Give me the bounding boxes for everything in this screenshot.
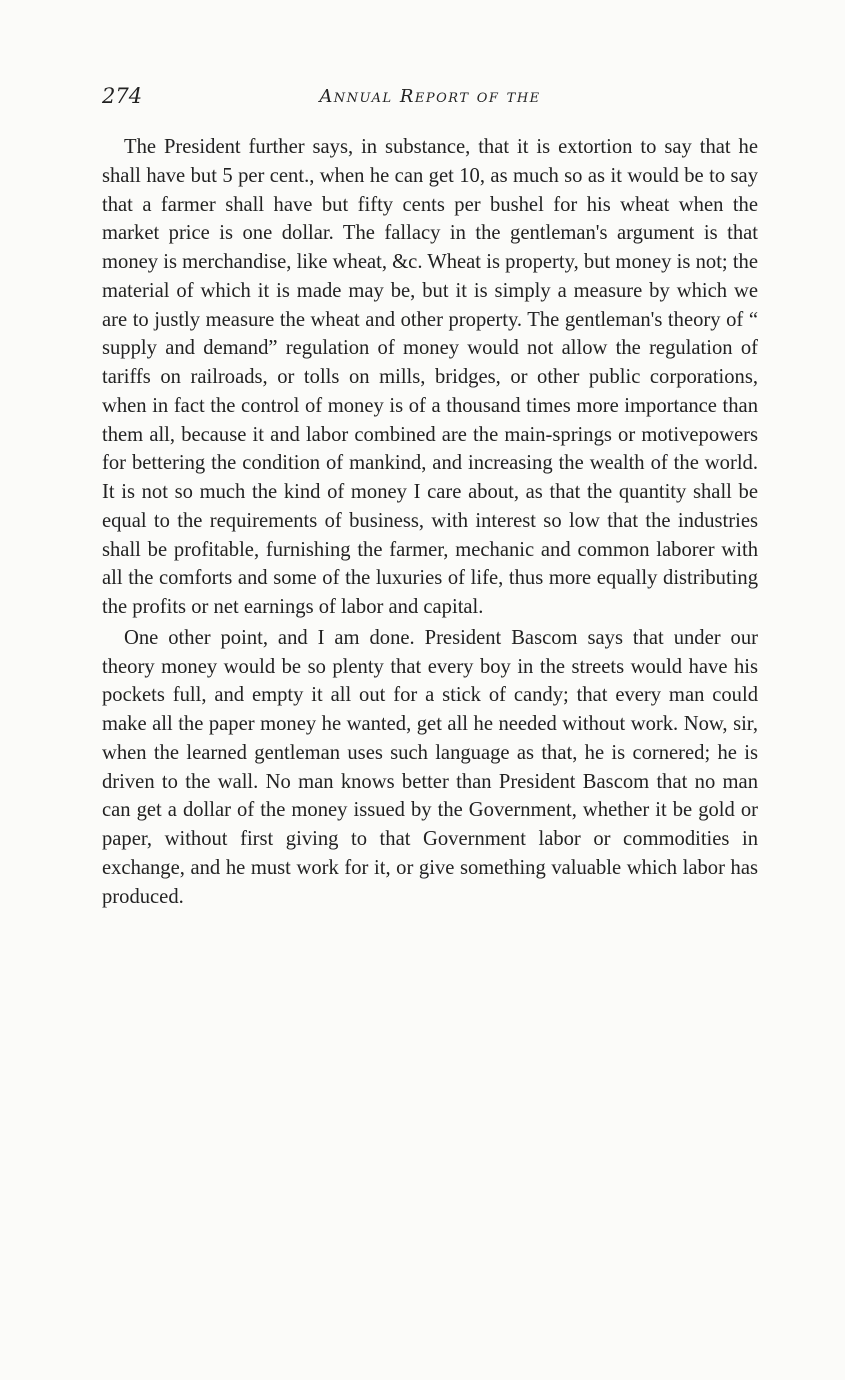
page-header [102, 84, 758, 114]
running-head: Annual Report of the [319, 86, 541, 107]
body-text [102, 133, 758, 913]
paragraph-1: The President further says, in substance, that it is extortion to say that he shall have but 5 per cent., when he can get 10, as much so as it would be to say that a farmer shall have but fifty cents per bushel for his wheat when the market price is one dollar. The fallacy in the gentleman's argument is that money is merchandise, like wheat, &c. Wheat is property, but money is not; the material of which it is made may be, but it is simply a measure by which we are to justly measure the wheat and other property. The gentleman's theory of “ supply and demand” regulation of money would not allow the regulation of tariffs on railroads, or tolls on mills, bridges, or other public corporations, when in fact the control of money is of a thousand times more importance than them all, because it and labor combined are the main-springs or motivepowers for bettering the condition of mankind, and increasing the wealth of the world. It is not so much the kind of money I care about, as that the quantity shall be equal to the requirements of business, with interest so low that the industries shall be profitable, furnishing the farmer, mechanic and common laborer with all the comforts and some of the luxuries of life, thus more equally distributing the profits or net earnings of labor and capital. [102, 136, 758, 618]
page-number: 274 [102, 84, 143, 108]
paragraph-2: One other point, and I am done. President Bascom says that under our theory money would be so plenty that every boy in the streets would have his pockets full, and empty it all out for a stick of candy; that every man could make all the paper money he wanted, get all he needed without work. Now, sir, when the learned gentleman uses such language as that, he is cornered; he is driven to the wall. No man knows better than President Bascom that no man can get a dollar of the money issued by the Government, whether it be gold or paper, without first giving to that Government labor or commodities in exchange, and he must work for it, or give something valuable which labor has produced. [102, 626, 758, 908]
